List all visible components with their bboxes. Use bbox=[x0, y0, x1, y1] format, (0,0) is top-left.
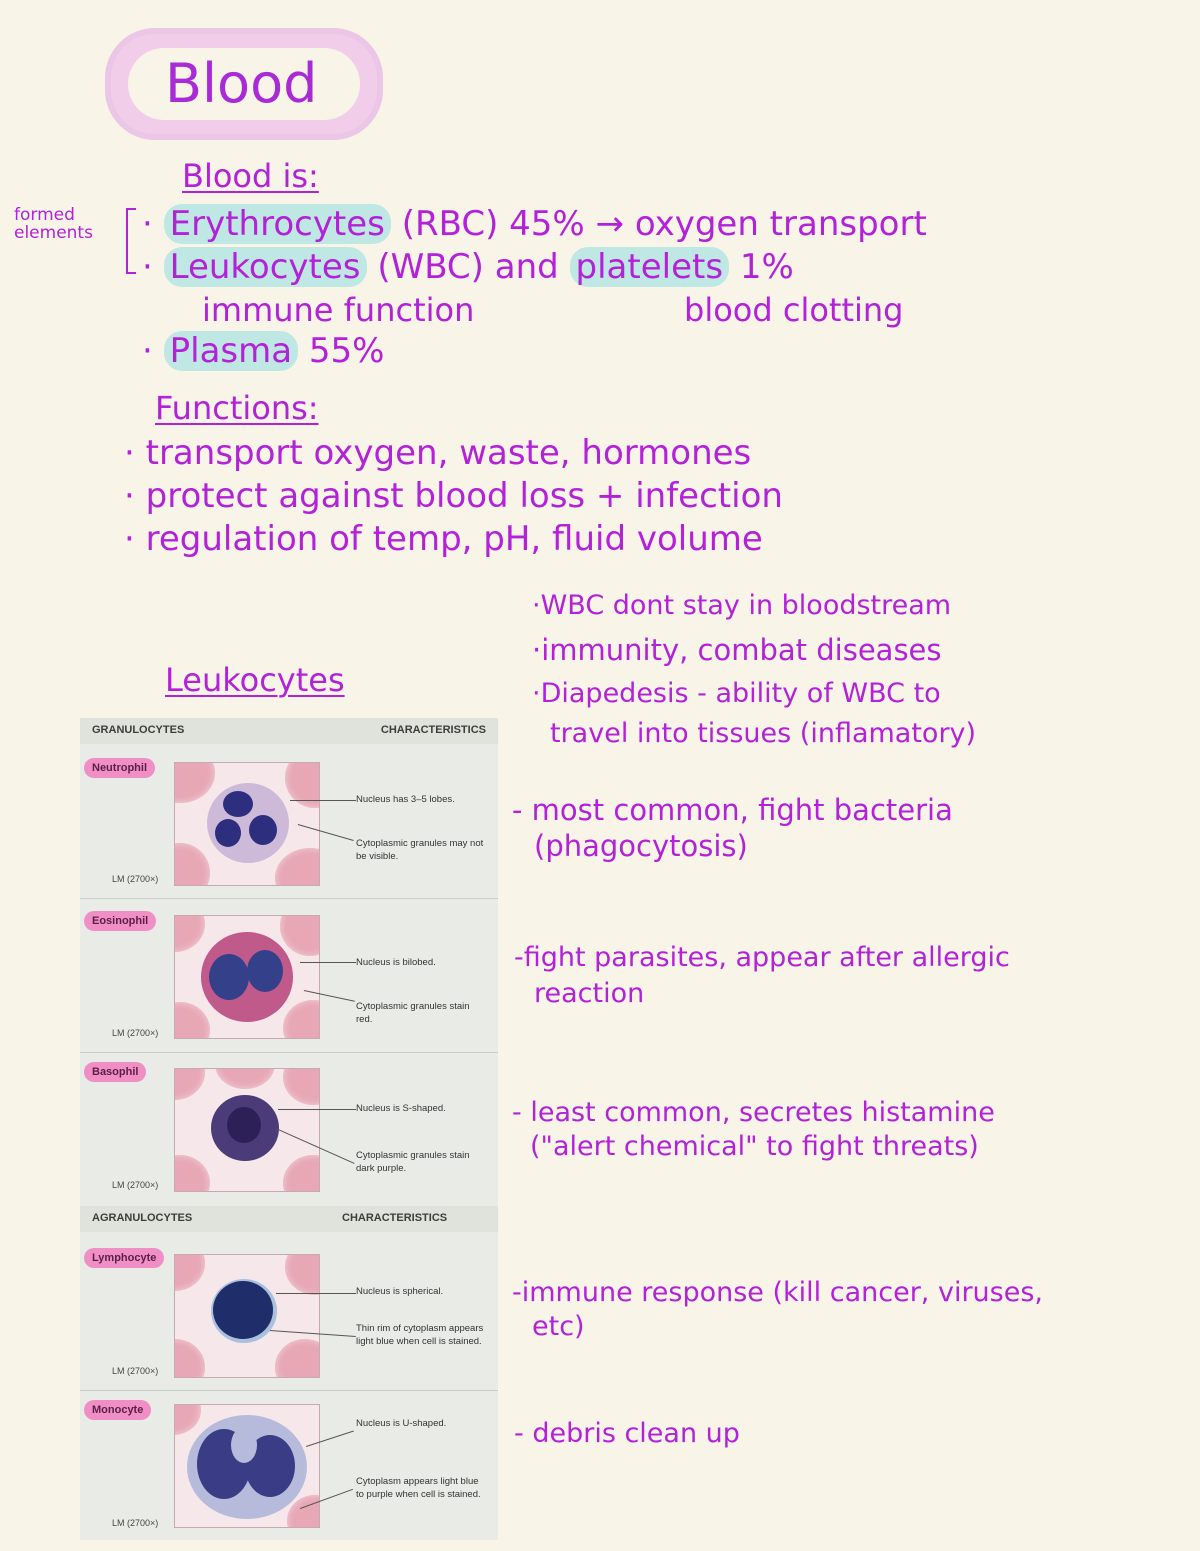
magnification-label: LM (2700×) bbox=[112, 1180, 159, 1190]
bracket bbox=[126, 208, 136, 274]
lymphocyte-caption-2: Thin rim of cytoplasm appears light blue when cell is stained. bbox=[356, 1323, 484, 1347]
leukocytes-mid: (WBC) and bbox=[377, 247, 559, 287]
monocyte-caption-2: Cytoplasm appears light blue to purple when cell is stained. bbox=[356, 1476, 481, 1500]
row-divider bbox=[80, 898, 498, 899]
note-line: - most common, fight bacteria bbox=[512, 793, 953, 827]
lymphocyte-note bbox=[512, 1276, 1043, 1344]
note-line: -fight parasites, appear after allergic bbox=[514, 942, 1010, 973]
wbc-note-text: WBC dont stay in bloodstream bbox=[540, 590, 952, 621]
note-line: - least common, secretes histamine bbox=[512, 1097, 995, 1128]
bullet: · bbox=[142, 247, 153, 287]
function-text: protect against blood loss + infection bbox=[145, 476, 783, 516]
eosinophil-caption-2: Cytoplasmic granules stain red. bbox=[356, 1001, 470, 1025]
plasma-term: Plasma bbox=[164, 331, 298, 371]
agranulocytes-header bbox=[80, 1206, 498, 1232]
wbc-note: ·Diapedesis - ability of WBC to bbox=[532, 678, 941, 709]
basophil-micrograph bbox=[174, 1068, 320, 1192]
magnification-label: LM (2700×) bbox=[112, 1366, 159, 1376]
blood-is-heading: Blood is: bbox=[182, 157, 319, 195]
lymphocyte-tag: Lymphocyte bbox=[84, 1248, 164, 1268]
immune-function: immune function bbox=[202, 291, 475, 329]
note-line: ("alert chemical" to fight threats) bbox=[530, 1130, 979, 1162]
neutrophil-caption-1: Nucleus has 3–5 lobes. bbox=[356, 794, 455, 805]
wbc-note: ·WBC dont stay in bloodstream bbox=[532, 590, 952, 621]
wbc-note-text: Diapedesis - ability of WBC to bbox=[540, 678, 941, 709]
leader-line bbox=[300, 962, 356, 963]
leukocytes-term: Leukocytes bbox=[164, 247, 367, 287]
granulocytes-header bbox=[80, 718, 498, 744]
note-line: etc) bbox=[532, 1310, 585, 1342]
characteristics-label: CHARACTERISTICS bbox=[380, 724, 486, 736]
erythrocytes-rest: (RBC) 45% → oxygen transport bbox=[401, 204, 927, 244]
platelets-term: platelets bbox=[570, 247, 730, 287]
lymphocyte-caption-1: Nucleus is spherical. bbox=[356, 1286, 444, 1297]
lymphocyte-micrograph bbox=[174, 1254, 320, 1378]
bullet: · bbox=[142, 331, 153, 371]
magnification-label: LM (2700×) bbox=[112, 1518, 159, 1528]
characteristics-label: CHARACTERISTICS bbox=[342, 1212, 448, 1224]
basophil-note bbox=[512, 1096, 995, 1164]
wbc-note-text: immunity, combat diseases bbox=[541, 633, 942, 667]
monocyte-note: - debris clean up bbox=[514, 1418, 740, 1449]
basophil-caption-2: Cytoplasmic granules stain dark purple. bbox=[356, 1150, 470, 1174]
granulocytes-label: GRANULOCYTES bbox=[92, 724, 185, 736]
eosinophil-caption-1: Nucleus is bilobed. bbox=[356, 957, 436, 968]
row-divider bbox=[80, 1052, 498, 1053]
monocyte-caption-1: Nucleus is U-shaped. bbox=[356, 1418, 447, 1429]
erythrocytes-line bbox=[142, 204, 927, 244]
leukocytes-heading: Leukocytes bbox=[165, 661, 345, 699]
wbc-note: ·immunity, combat diseases bbox=[532, 633, 942, 667]
leukocyte-figure bbox=[80, 718, 498, 1540]
note-line: reaction bbox=[534, 978, 645, 1010]
basophil-tag: Basophil bbox=[84, 1062, 146, 1082]
blood-clotting: blood clotting bbox=[684, 291, 904, 329]
magnification-label: LM (2700×) bbox=[112, 1028, 159, 1038]
eosinophil-tag: Eosinophil bbox=[84, 911, 156, 931]
erythrocytes-term: Erythrocytes bbox=[164, 204, 391, 244]
note-line: (phagocytosis) bbox=[534, 829, 748, 864]
basophil-caption-1: Nucleus is S-shaped. bbox=[356, 1103, 446, 1114]
monocyte-micrograph bbox=[174, 1404, 320, 1528]
bullet: · bbox=[142, 204, 153, 244]
monocyte-tag: Monocyte bbox=[84, 1400, 151, 1420]
leader-line bbox=[290, 800, 356, 801]
neutrophil-tag: Neutrophil bbox=[84, 758, 155, 778]
plasma-line bbox=[142, 331, 385, 371]
magnification-label: LM (2700×) bbox=[112, 874, 159, 884]
platelets-rest: 1% bbox=[739, 247, 794, 287]
neutrophil-caption-2: Cytoplasmic granules may not be visible. bbox=[356, 838, 484, 862]
elements-label: elements bbox=[14, 222, 93, 243]
function-text: regulation of temp, pH, fluid volume bbox=[145, 519, 763, 559]
eosinophil-note bbox=[514, 940, 1010, 1013]
note-line: -immune response (kill cancer, viruses, bbox=[512, 1277, 1043, 1308]
page-title: Blood bbox=[165, 52, 318, 115]
function-item: · regulation of temp, pH, fluid volume bbox=[124, 519, 763, 559]
neutrophil-note bbox=[512, 792, 953, 865]
plasma-rest: 55% bbox=[308, 331, 385, 371]
leader-line bbox=[276, 1293, 356, 1294]
formed-label: formed bbox=[14, 205, 75, 225]
eosinophil-micrograph bbox=[174, 915, 320, 1039]
leader-line bbox=[278, 1109, 356, 1110]
wbc-note-cont: travel into tissues (inflamatory) bbox=[550, 718, 977, 749]
formed-elements-label bbox=[14, 207, 93, 243]
functions-heading: Functions: bbox=[155, 389, 319, 427]
function-item: · transport oxygen, waste, hormones bbox=[124, 433, 752, 473]
leukocytes-line bbox=[142, 247, 794, 287]
function-text: transport oxygen, waste, hormones bbox=[145, 433, 752, 473]
agranulocytes-label: AGRANULOCYTES bbox=[92, 1212, 193, 1224]
row-divider bbox=[80, 1390, 498, 1391]
function-item: · protect against blood loss + infection bbox=[124, 476, 783, 516]
